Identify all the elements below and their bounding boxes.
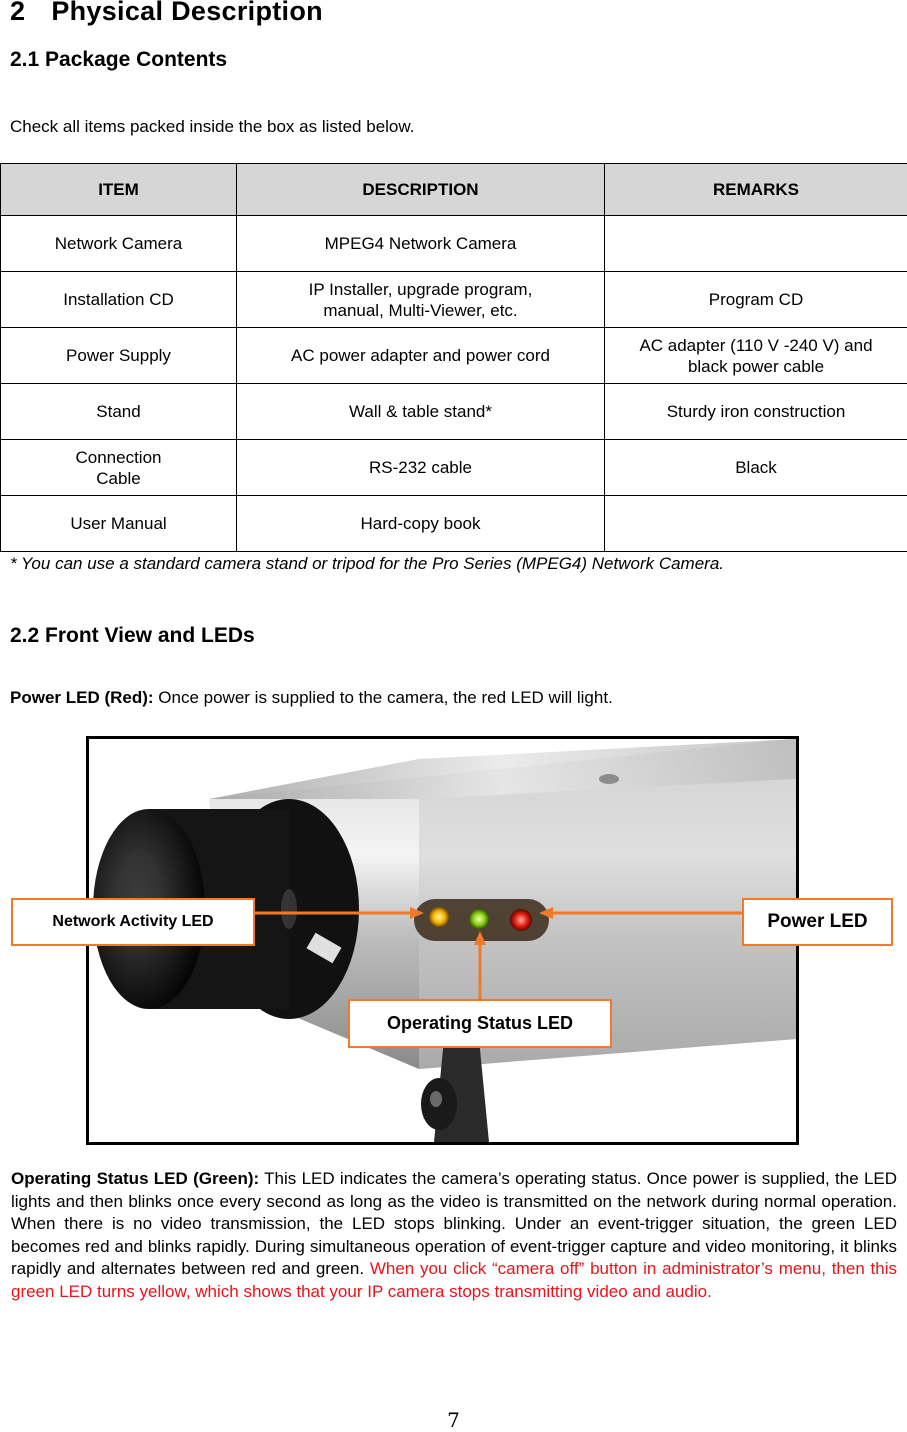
operating-status-label: Operating Status LED (Green): [11,1169,260,1188]
table-cell: Black [605,440,907,496]
table-cell: AC adapter (110 V -240 V) and black power cable [605,328,907,384]
operating-status-highlight: When you click “camera off” button in administrator’s menu, then this green LED turns yellow, which shows that your IP camera stops transmitting video and audio. [11,1259,897,1301]
package-contents-heading: 2.1 Package Contents [10,48,228,71]
table-footnote: * You can use a standard camera stand or tripod for the Pro Series (MPEG4) Network Camera. [10,554,725,573]
table-cell: IP Installer, upgrade program, manual, Multi-Viewer, etc. [237,272,605,328]
operating-status-paragraph [11,1168,897,1303]
operating-status-text: This LED indicates the camera’s operating status. Once power is supplied, the LED lights and then blinks once every second as long as the video is transmitted on the network during normal operation. When there is no video transmission, the LED stops blinking. Under an event-trigger situation, the green LED becomes red and blinks rapidly. During simultaneous operation of event-trigger capture and video monitoring, it blinks rapidly and alternates between red and green. [11,1169,898,1278]
table-cell: Wall & table stand* [237,384,605,440]
table-cell: Stand [1,384,237,440]
section-number: 2 [10,0,26,26]
table-cell: Program CD [605,272,907,328]
table-cell: Sturdy iron construction [605,384,907,440]
table-cell: User Manual [1,496,237,552]
package-intro: Check all items packed inside the box as listed below. [10,117,415,136]
front-view-heading: 2.2 Front View and LEDs [10,624,255,647]
power-led-text: Once power is supplied to the camera, the red LED will light. [153,688,613,707]
table-cell: Power Supply [1,328,237,384]
table-cell: Installation CD [1,272,237,328]
table-cell: AC power adapter and power cord [237,328,605,384]
table-cell: RS-232 cable [237,440,605,496]
power-led-callout: Power LED [742,898,893,946]
column-header-item: ITEM [1,164,237,216]
column-header-description: DESCRIPTION [237,164,605,216]
section-title: Physical Description [51,0,323,26]
network-activity-led-callout: Network Activity LED [11,898,255,946]
table-cell: Connection Cable [1,440,237,496]
operating-status-led-callout: Operating Status LED [348,999,612,1048]
page-number: 7 [447,1408,460,1432]
table-cell: Hard-copy book [237,496,605,552]
power-led-label: Power LED (Red): [10,688,154,707]
table-cell: Network Camera [1,216,237,272]
table-cell: MPEG4 Network Camera [237,216,605,272]
column-header-remarks: REMARKS [605,164,907,216]
